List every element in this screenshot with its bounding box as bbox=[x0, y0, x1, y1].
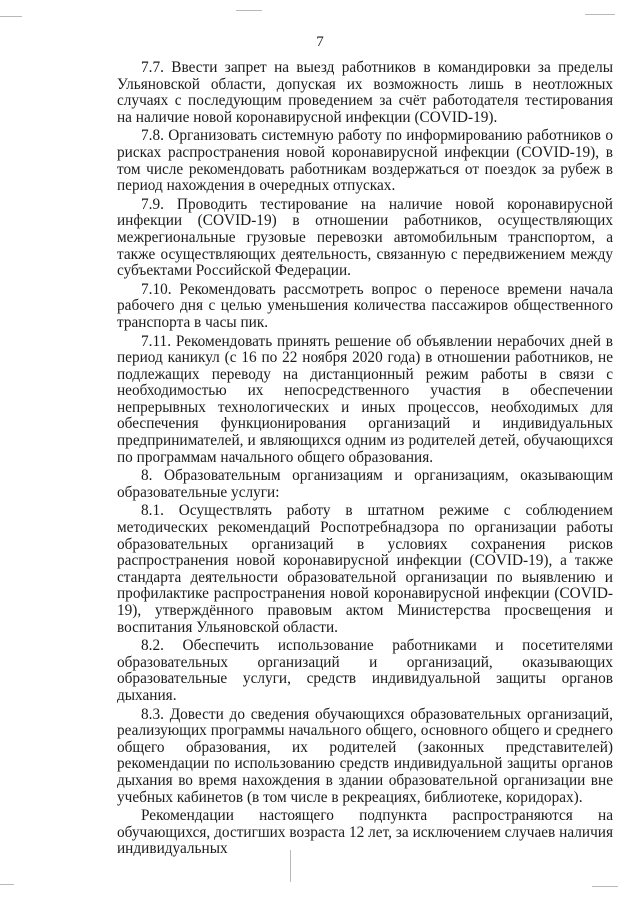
scan-mark-top-left bbox=[0, 16, 22, 17]
document-body bbox=[117, 60, 613, 858]
paragraph-8-2: 8.2. Обеспечить использование работниками и посетителями образовательных организаций и организаций, оказывающих образовательные услуги, средств индивидуальной защиты органов дыхания. bbox=[117, 637, 613, 704]
scan-mark-bottom-right bbox=[592, 886, 618, 887]
paragraph-7-7: 7.7. Ввести запрет на выезд работников в командировки за пределы Ульяновской области, допуская их возможность лишь в неотложных случаях с последующим проведением за счёт работодателя тестирования на наличие новой коронавирусной инфекции (COVID-19). bbox=[117, 59, 613, 126]
paragraph-7-8: 7.8. Организовать системную работу по информированию работников о рисках распространения новой коронавирусной инфекции (COVID-19), в том числе рекомендовать работникам воздержаться от поездок за рубеж в период нахождения в очередных отпусках. bbox=[117, 127, 613, 195]
paragraph-7-10: 7.10. Рекомендовать рассмотреть вопрос о переносе времени начала рабочего дня с целью уменьшения количества пассажиров общественного транспорта в часы пик. bbox=[117, 280, 613, 331]
paragraph-8-3: 8.3. Довести до сведения обучающихся образовательных организаций, реализующих программы начального общего, основного общего и среднего общего образования, их родителей (законных представителей) рекомендации по использованию средств индивидуальной защиты органов дыхания во время нахождения в здании образовательной организации вне учебных кабинетов (в том числе в рекреациях, библиотеке, коридорах). bbox=[117, 705, 613, 806]
scan-mark-bottom-center bbox=[290, 850, 291, 882]
paragraph-7-11: 7.11. Рекомендовать принять решение об объявлении нерабочих дней в период каникул (с 16 по 22 ноября 2020 года) в отношении работников, не подлежащих переводу на дистанционный режим работы в связи с необходимостью их непосредственного участия в обеспечении непрерывных технологических и иных процессов, необходимых для обеспечения функционирования организаций и индивидуальных предпринимателей, и являющихся одним из родителей детей, обучающихся по программам начального общего образования. bbox=[117, 332, 613, 466]
page-number: 7 bbox=[316, 34, 324, 50]
scan-mark-bottom-left bbox=[0, 884, 14, 885]
paragraph-7-9: 7.9. Проводить тестирование на наличие новой коронавирусной инфекции (COVID-19) в отношении работников, осуществляющих межрегиональные грузовые перевозки автомобильным транспортом, а также осуществляющих деятельность, связанную с передвижением между субъектами Российской Федерации. bbox=[117, 195, 613, 280]
paragraph-8: 8. Образовательным организациям и организациям, оказывающим образовательные услуги: bbox=[117, 467, 613, 501]
paragraph-8-3-note: Рекомендации настоящего подпункта распространяются на обучающихся, достигших возраста 12 лет, за исключением случаев наличия индивидуальных bbox=[117, 807, 613, 858]
paragraph-8-1: 8.1. Осуществлять работу в штатном режиме с соблюдением методических рекомендаций Роспотребнадзора по организации работы образовательных организаций в условиях сохранения рисков распространения новой коронавирусной инфекции (COVID-19), а также стандарта деятельности образовательной организации по выявлению и профилактике распространения новой коронавирусной инфекции (COVID-19), утверждённого правовым актом Министерства просвещения и воспитания Ульяновской области. bbox=[117, 502, 613, 636]
scan-mark-top-center bbox=[236, 10, 262, 11]
scan-mark-top-right bbox=[585, 14, 615, 15]
